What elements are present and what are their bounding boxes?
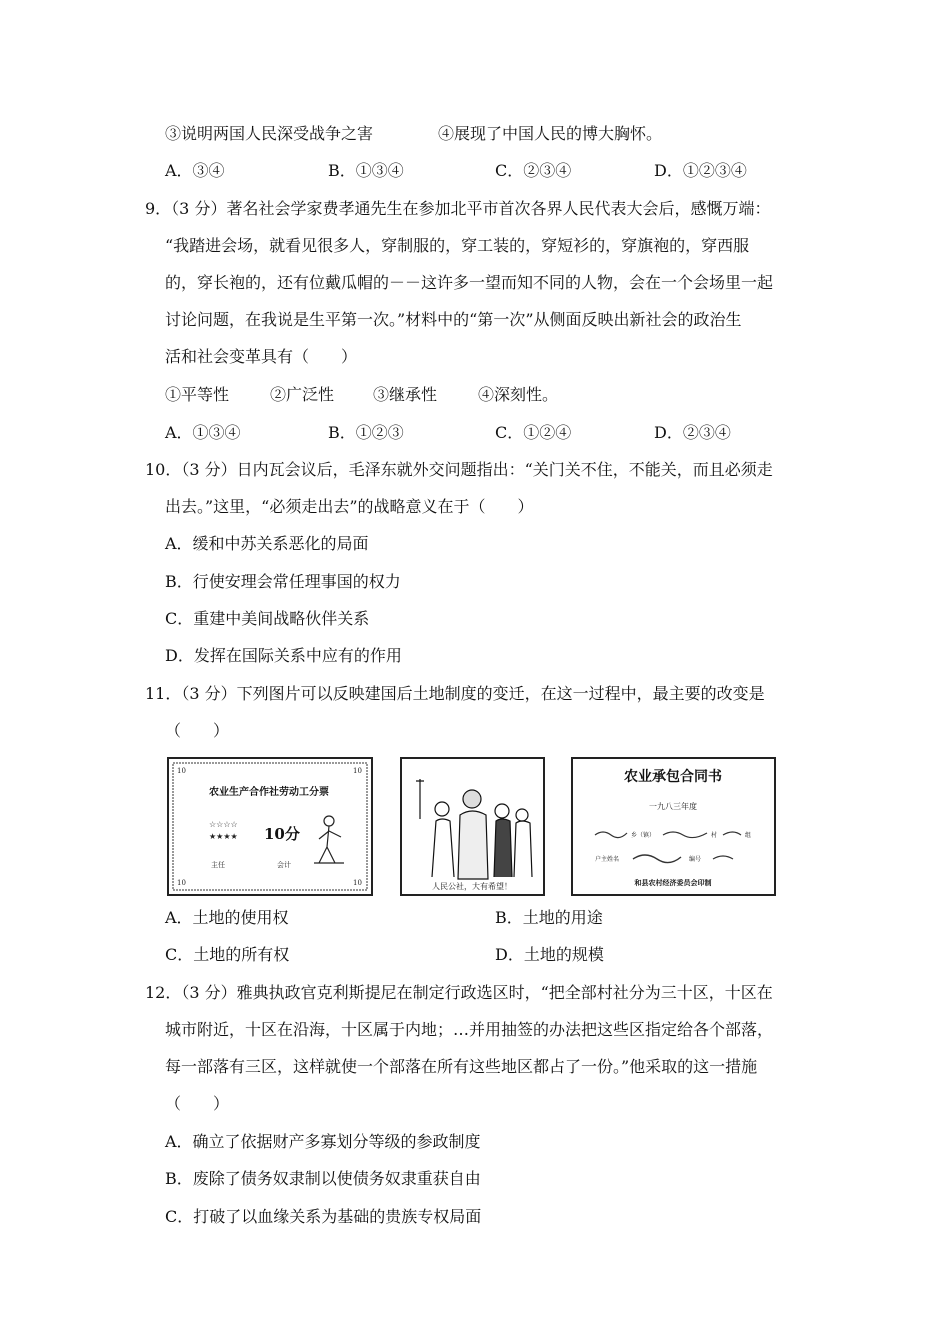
q10-option-b: B．行使安理会常任理事国的权力 [165, 572, 401, 591]
q9-stem-line-2: “我踏进会场，就看见很多人，穿制服的，穿工装的，穿短衫的，穿旗袍的，穿西服 [165, 236, 750, 255]
q11-stem-line-1: 11．（3 分）下列图片可以反映建国后土地制度的变迁，在这一过程中，最主要的改变是 [145, 684, 765, 703]
ticket-corner-tr: 10 [353, 767, 362, 775]
figure-contract [571, 757, 776, 896]
q8-statement-3: ③说明两国人民深受战争之害 [165, 124, 374, 143]
ticket-corner-br: 10 [353, 879, 362, 887]
ticket-title: 农业生产合作社劳动工分票 [209, 787, 329, 798]
ticket-corner-tl: 10 [177, 767, 186, 775]
ticket-left-label: 主任 [211, 861, 225, 869]
ticket-graphic [169, 759, 371, 894]
q12-option-b: B．废除了债务奴隶制以使债务奴隶重获自由 [165, 1169, 481, 1188]
figure-workpoint-ticket [167, 757, 373, 896]
q9-option-b: B．①②③ [328, 423, 404, 442]
poster-figures-illustration [416, 779, 532, 879]
ticket-right-label: 会计 [277, 861, 291, 869]
q11-option-d: D．土地的规模 [495, 945, 604, 964]
contract-row1-suffix: 乡（镇） [631, 832, 656, 839]
q12-stem-line-4: （ ） [165, 1094, 230, 1113]
ticket-corner-bl: 10 [177, 879, 186, 887]
q12-option-a: A．确立了依据财产多寡划分等级的参政制度 [165, 1132, 481, 1151]
q9-stem-line-4: 讨论问题，在我说是生平第一次。”材料中的“第一次”从侧面反映出新社会的政治生 [165, 310, 742, 329]
q12-stem-line-2: 城市附近，十区在沿海，十区属于内地；…并用抽签的办法把这些区指定给各个部落， [165, 1020, 774, 1039]
ticket-worker-illustration [314, 816, 344, 863]
q9-statement-1: ①平等性 [165, 385, 230, 404]
contract-row2-num: 编号 [689, 856, 702, 863]
q11-option-a: A．土地的使用权 [165, 908, 289, 927]
q12-stem-line-1: 12．（3 分）雅典执政官克利斯提尼在制定行政选区时，“把全部村社分为三十区，十区在 [145, 983, 773, 1002]
q8-option-c: C．②③④ [495, 161, 572, 180]
q8-option-d: D．①②③④ [654, 161, 747, 180]
q12-option-c: C．打破了以血缘关系为基础的贵族专权局面 [165, 1207, 482, 1226]
contract-handwriting-2 [663, 832, 707, 838]
q11-option-b: B．土地的用途 [495, 908, 603, 927]
q12-stem-line-3: 每一部落有三区，这样就使一个部落在所有这些地区都占了一份。”他采取的这一措施 [165, 1057, 758, 1076]
poster-graphic [402, 759, 543, 894]
q9-statement-4: ④深刻性。 [478, 385, 559, 404]
contract-handwriting-4 [633, 855, 681, 863]
q10-option-d: D．发挥在国际关系中应有的作用 [165, 646, 402, 665]
contract-graphic [573, 759, 774, 894]
contract-handwriting-1 [595, 832, 627, 838]
contract-row1-end: 组 [745, 832, 752, 839]
contract-row1-mid: 村 [711, 832, 718, 839]
q9-stem-line-3: 的，穿长袍的，还有位戴瓜帽的－－这许多一望而知不同的人物，会在一个会场里一起 [165, 273, 774, 292]
q10-stem-line-2: 出去。”这里，“必须走出去”的战略意义在于（ ） [165, 497, 534, 516]
q8-option-a: A．③④ [165, 161, 225, 180]
q9-option-a: A．①③④ [165, 423, 241, 442]
q8-statement-4: ④展现了中国人民的博大胸怀。 [438, 124, 663, 143]
q9-option-c: C．①②④ [495, 423, 572, 442]
q10-option-c: C．重建中美间战略伙伴关系 [165, 609, 370, 628]
contract-handwriting-5 [713, 856, 733, 859]
q9-statement-2: ②广泛性 [270, 385, 335, 404]
q11-option-c: C．土地的所有权 [165, 945, 290, 964]
contract-title: 农业承包合同书 [624, 769, 722, 785]
q10-stem-line-1: 10．（3 分）日内瓦会议后，毛泽东就外交问题指出：“关门关不住，不能关，而且必须走 [145, 460, 773, 479]
contract-year: 一九八三年度 [649, 802, 697, 811]
figure-commune-poster [400, 757, 545, 896]
q9-stem-line-1: 9．（3 分）著名社会学家费孝通先生在参加北平市首次各界人民代表大会后，感慨万端： [145, 199, 771, 218]
q9-option-d: D．②③④ [654, 423, 731, 442]
q11-stem-line-2: （ ） [165, 721, 230, 740]
ticket-stars-2: ★★★★ [209, 832, 238, 841]
ticket-value: 10分 [264, 825, 300, 843]
q8-option-b: B．①③④ [328, 161, 404, 180]
poster-caption: 人民公社，大有希望！ [432, 882, 512, 891]
contract-row2-label: 户主姓名 [595, 856, 620, 863]
contract-handwriting-3 [723, 832, 741, 835]
q9-statement-3: ③继承性 [373, 385, 438, 404]
ticket-stars-1: ☆☆☆☆ [209, 820, 238, 829]
contract-footer: 和县农村经济委员会印制 [634, 878, 712, 887]
q9-stem-line-5: 活和社会变革具有（ ） [165, 347, 358, 366]
q10-option-a: A．缓和中苏关系恶化的局面 [165, 534, 369, 553]
